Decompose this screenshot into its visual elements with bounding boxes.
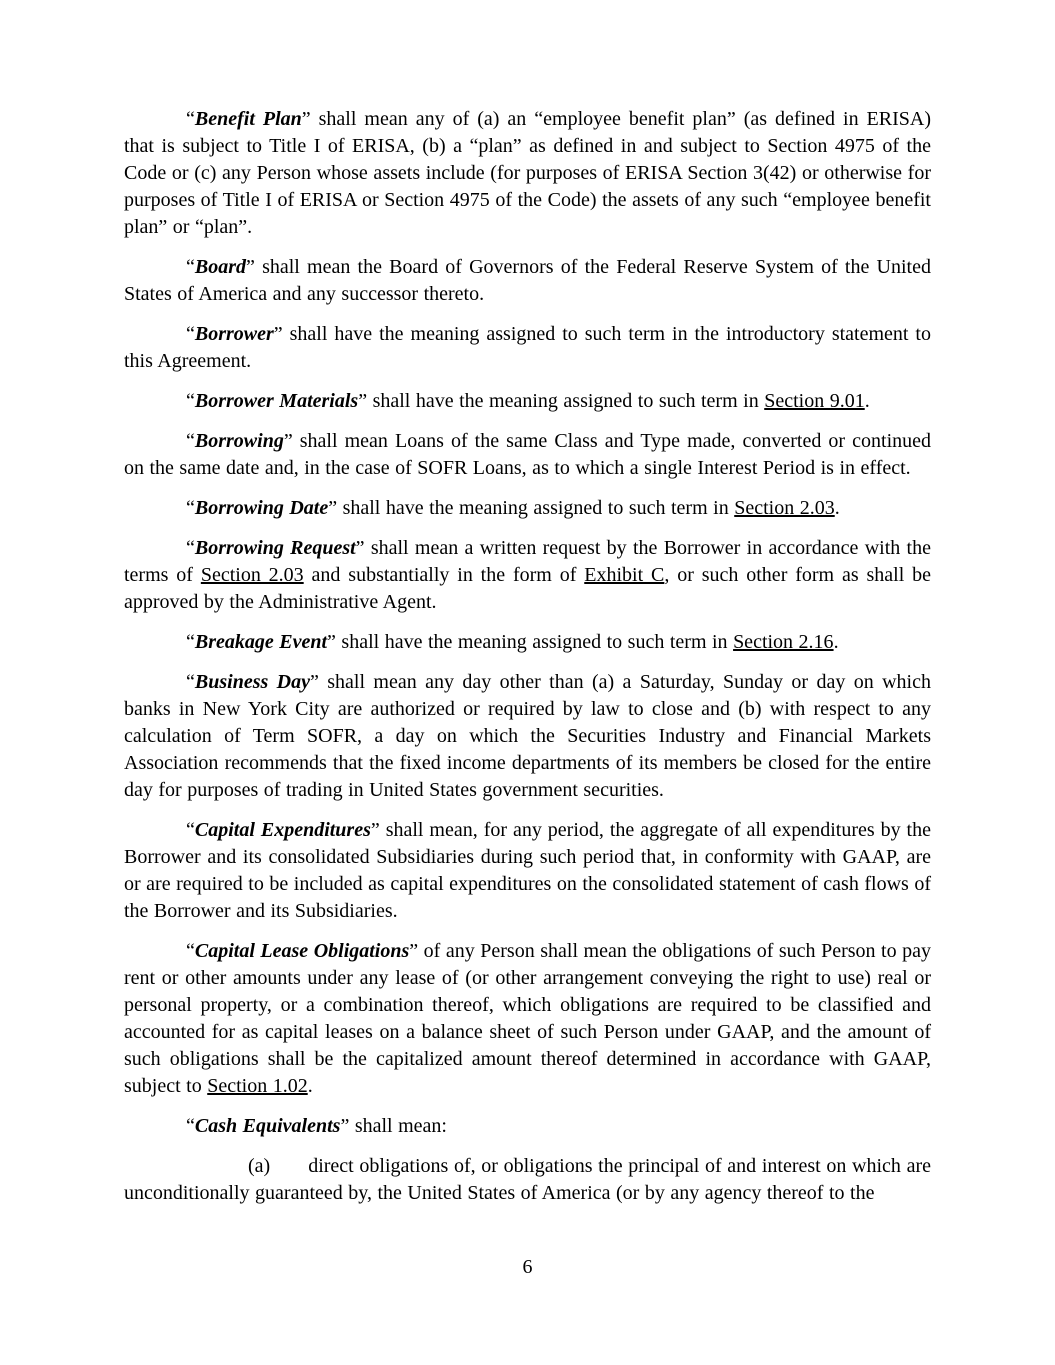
page-number: 6 [522, 1256, 533, 1278]
defined-term: Board [194, 256, 247, 278]
text-run: ” shall mean any of (a) an “employee benefit plan” (as defined in ERISA) that is subject to Title I of ERISA, (b) a “plan” as defined in and subject to Section 4975 of the Code or (c) any Person whose assets include (for purposes of ERISA Section 3(42) or otherwise for purposes of Title I of ERISA or Section 4975 of the Code) the assets of any such “employee benefit plan” or “plan”. [124, 108, 932, 238]
paragraph [124, 388, 931, 415]
defined-term: Capital Lease Obligations [194, 940, 410, 962]
section-reference: Section 2.03 [734, 497, 835, 519]
text-run: “ [186, 631, 195, 653]
paragraph [124, 629, 931, 656]
text-run: “ [186, 108, 195, 130]
section-reference: Section 9.01 [764, 390, 865, 412]
defined-term: Borrowing Request [194, 537, 356, 559]
paragraph [124, 254, 931, 308]
text-run: “ [186, 497, 195, 519]
paragraph [124, 817, 931, 925]
paragraph [124, 669, 931, 804]
text-run: “ [186, 430, 195, 452]
defined-term: Borrower Materials [194, 390, 359, 412]
text-run: and substantially in the form of [303, 564, 585, 586]
text-run: “ [186, 256, 195, 278]
paragraph [124, 321, 931, 375]
text-run: . [834, 497, 840, 519]
text-run: ” shall have the meaning assigned to such term in [328, 497, 735, 519]
defined-term: Breakage Event [194, 631, 328, 653]
paragraph [124, 1113, 931, 1140]
text-run: , or such other form as shall be approved by the Administrative Agent. [124, 564, 931, 613]
text-run: ” shall mean Loans of the same Class and Type made, converted or continued on the same date and, in the case of SOFR Loans, as to which a single Interest Period is in effect. [124, 430, 931, 479]
text-run: ” shall mean a written request by the Borrower in accordance with the terms of [124, 537, 931, 586]
text-run: ” shall mean: [340, 1115, 447, 1137]
text-run: “ [186, 671, 195, 693]
paragraph [124, 428, 931, 482]
text-run: ” shall have the meaning assigned to such term in [358, 390, 765, 412]
text-run: “ [186, 940, 195, 962]
text-run: . [864, 390, 870, 412]
defined-term: Cash Equivalents [194, 1115, 341, 1137]
text-run: “ [186, 390, 195, 412]
section-reference: Section 1.02 [207, 1075, 308, 1097]
text-run: . [307, 1075, 313, 1097]
text-run: “ [186, 819, 195, 841]
defined-term: Borrowing Date [194, 497, 329, 519]
text-run: “ [186, 1115, 195, 1137]
page-footer [0, 1254, 1055, 1281]
paragraph [124, 535, 931, 616]
text-run: ” of any Person shall mean the obligations of such Person to pay rent or other amounts under any lease of (or other arrangement conveying the right to use) real or personal property, or a combination thereof, which obligations are required to be classified and accounted for as capital leases on a balance sheet of such Person under GAAP, and the amount of such obligations shall be the capitalized amount thereof determined in accordance with GAAP, subject to [124, 940, 931, 1097]
text-run: ” shall mean any day other than (a) a Saturday, Sunday or day on which banks in New York City are authorized or required by law to close and (b) with respect to any calculation of Term SOFR, a day on which the Securities Industry and Financial Markets Association recommends that the fixed income departments of its members be closed for the entire day for purposes of trading in United States government securities. [124, 671, 931, 801]
paragraph [124, 938, 931, 1100]
defined-term: Capital Expenditures [194, 819, 371, 841]
text-run: ” shall mean the Board of Governors of the Federal Reserve System of the United States of America and any successor thereto. [124, 256, 931, 305]
text-run: direct obligations of, or obligations the principal of and interest on which are unconditionally guaranteed by, the United States of America (or by any agency thereof to the [124, 1155, 931, 1204]
paragraph [124, 106, 931, 241]
section-reference: Section 2.16 [733, 631, 834, 653]
section-reference: Section 2.03 [200, 564, 304, 586]
document-body [124, 106, 931, 1207]
defined-term: Borrower [194, 323, 274, 345]
defined-term: Business Day [194, 671, 310, 693]
text-run: . [833, 631, 839, 653]
text-run: “ [186, 537, 195, 559]
text-run: (a) [248, 1155, 271, 1177]
paragraph [124, 1153, 931, 1207]
text-run: ” shall have the meaning assigned to such term in the introductory statement to this Agreement. [124, 323, 931, 372]
text-run: ” shall mean, for any period, the aggregate of all expenditures by the Borrower and its consolidated Subsidiaries during such period that, in conformity with GAAP, are or are required to be included as capital expenditures on the consolidated statement of cash flows of the Borrower and its Subsidiaries. [124, 819, 931, 922]
section-reference: Exhibit C [584, 564, 665, 586]
text-run: “ [186, 323, 195, 345]
defined-term: Borrowing [194, 430, 284, 452]
paragraph [124, 495, 931, 522]
defined-term: Benefit Plan [194, 108, 302, 130]
text-run: ” shall have the meaning assigned to such term in [327, 631, 734, 653]
